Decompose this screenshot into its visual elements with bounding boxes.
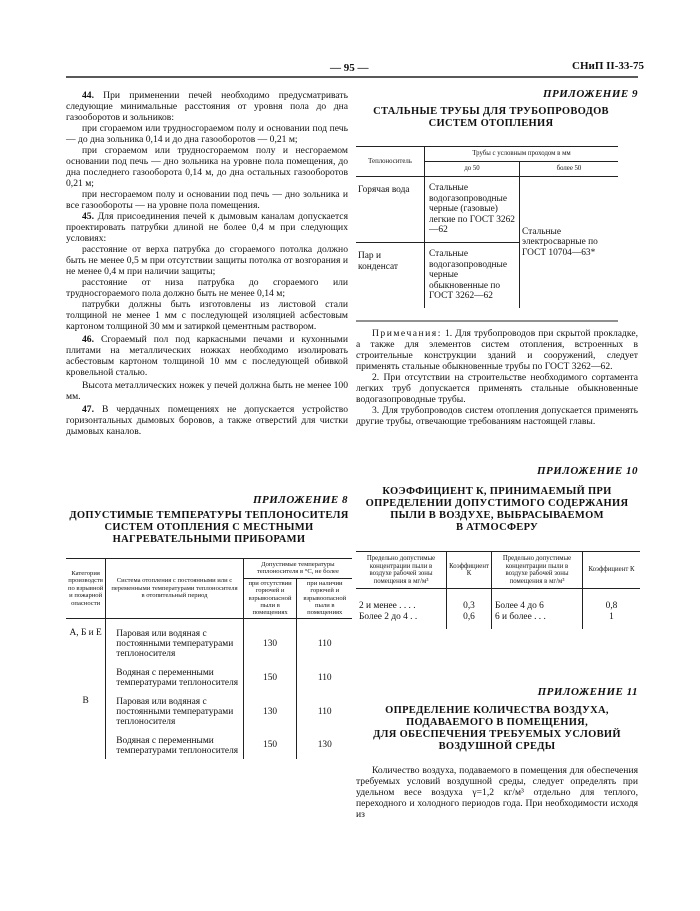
header-pipe-group: Трубы с условным проходом в мм: [425, 147, 619, 162]
category-cell: [66, 662, 106, 694]
carrier-cell: Горячая вода: [356, 177, 425, 243]
system-cell: Паровая или водяная с постоянными температурами теплоносителя: [106, 694, 243, 730]
table-row: [66, 626, 352, 662]
paragraph-45-a: расстояние от верха патрубка до сгораемого потолка должно быть не менее 0,5 м при отсутствии защиты потолка от возгорания и не менее 0,4 м при наличии защиты;: [66, 244, 348, 277]
paragraph-44: 44. При применении печей необходимо предусматривать следующие минимальные расстояния от уровня пола до дна газооборотов и зольников:: [66, 90, 348, 123]
header-temperature-group: Допустимые температуры теплоносителя в °С, не более: [243, 559, 352, 579]
category-cell: [66, 730, 106, 759]
header-over-50: более 50: [520, 162, 619, 177]
appendix-8-label: ПРИЛОЖЕНИЕ 8: [252, 494, 348, 506]
header-concentration-1: Предельно допустимые концентрации пыли в воздухе рабочей зоны помещения в мг/м³: [356, 552, 447, 589]
paragraph-45-b: расстояние от низа патрубка до сгораемого или трудносгораемого пола должно быть не менее 0,14 м;: [66, 277, 348, 299]
note-2: 2. При отсутствии на строительстве необходимого сортамента легких труб допускается применять стальные обыкновенные водогазопроводные трубы.: [356, 372, 638, 405]
paragraph-47: 47. В чердачных помещениях не допускается устройство горизонтальных дымовых боровов, а также отверстий для чистки дымовых каналов.: [66, 404, 348, 437]
appendix-10-title-line4: В АТМОСФЕРУ: [455, 522, 539, 533]
paragraph-44-a: при сгораемом или трудносгораемом полу и основании под печь — до дна зольника 0,14 и до дна газооборотов — 0,21 м;: [66, 123, 348, 145]
temp-with-dust-cell: 110: [317, 639, 332, 650]
appendix-11-title: [356, 705, 638, 753]
header-coefficient-1: Коэффициент К: [447, 552, 492, 589]
table-row: [66, 694, 352, 730]
appendix-9-notes: [356, 328, 638, 427]
paragraph-45: 45. Для присоединения печей к дымовым каналам допускается проектировать патрубки длиной не более 0,4 м при следующих условиях:: [66, 211, 348, 244]
pipe-over-50-cell: Стальные электросварные по ГОСТ 10704—63*: [522, 226, 598, 258]
paragraph-44-c: при несгораемом полу и основании под печь — дно зольника и все газообороты — на уровне пола помещения.: [66, 189, 348, 211]
header-no-dust: при отсутствии горючей и взрывоопасной пыли в помещениях: [243, 578, 297, 618]
concentration-cell: 2 и менее . . . . Более 2 до 4 . .: [356, 589, 447, 629]
note-1: Примечания: 1. Для трубопроводов при скрытой прокладке, а также для элементов систем отопления, встроенных в строительные конструкции зданий и сооружений, следует применять стальные обыкновенные трубы по ГОСТ 3262—62.: [356, 328, 638, 372]
appendix-10-title-line1: КОЭФФИЦИЕНТ К, ПРИНИМАЕМЫЙ ПРИ: [382, 486, 612, 497]
appendix-10-table: [356, 551, 640, 629]
appendix-8-title-line2: СИСТЕМ ОТОПЛЕНИЯ С МЕСТНЫМИ: [104, 522, 314, 533]
appendix-9-title-line1: СТАЛЬНЫЕ ТРУБЫ ДЛЯ ТРУБОПРОВОДОВ: [373, 106, 609, 117]
appendix-11-title-line2: ПОДАВАЕМОГО В ПОМЕЩЕНИЯ,: [406, 717, 588, 728]
header-coefficient-2: Коэффициент К: [583, 552, 641, 589]
system-cell: Водяная с переменными температурами теплоносителя: [106, 730, 243, 759]
temp-with-dust-cell: 110: [317, 673, 332, 684]
temp-no-dust-cell: 130: [243, 626, 297, 662]
header-system: Система отопления с постоянными или с переменными температурами теплоносителя в отопительный период: [106, 559, 243, 619]
paragraph-44-b: при сгораемом или трудносгораемом полу и несгораемом основании под печь — дно зольника на уровне пола помещения, до дна последнего газооборота 0,14 м, до дна остальных газооборотов 0,21 м;: [66, 145, 348, 189]
appendix-8-table: [66, 558, 352, 759]
appendix-11-title-line4: ВОЗДУШНОЙ СРЕДЫ: [438, 741, 556, 752]
appendix-10-title-line3: ПЫЛИ В ВОЗДУХЕ, ВЫБРАСЫВАЕМОМ: [390, 510, 604, 521]
paragraph-46-b: Высота металлических ножек у печей должна быть не менее 100 мм.: [66, 380, 348, 402]
coefficient-cell: 0,3 0,6: [447, 589, 492, 629]
appendix-9-title-line2: СИСТЕМ ОТОПЛЕНИЯ: [428, 118, 554, 129]
category-cell: А, Б и Е: [66, 626, 106, 662]
header-concentration-2: Предельно допустимые концентрации пыли в воздухе рабочей зоны помещения в мг/м³: [492, 552, 583, 589]
temp-no-dust-cell: 150: [243, 730, 297, 759]
table-row: [66, 662, 352, 694]
appendix-8-title-line3: НАГРЕВАТЕЛЬНЫМИ ПРИБОРАМИ: [112, 534, 306, 545]
paragraph-46: 46. Сгораемый пол под каркасными печами и кухонными плитами на металлических ножках необходимо изолировать асбестовым картоном толщиной 10 мм с последующей обивкой кровельной сталью.: [66, 334, 349, 378]
system-cell: Водяная с переменными температурами теплоносителя: [106, 662, 243, 694]
appendix-9-title: [356, 106, 626, 130]
carrier-cell: Пар и конденсат: [356, 242, 425, 307]
header-with-dust: при наличии горючей и взрывоопасной пыли в помещениях: [297, 578, 352, 618]
appendix-9-table: [356, 146, 618, 308]
page-number: — 95 —: [330, 62, 369, 74]
document-code: СНиП II-33-75: [572, 60, 645, 72]
system-cell: Паровая или водяная с постоянными температурами теплоносителя: [106, 626, 243, 662]
header-carrier: Теплоноситель: [356, 147, 425, 177]
temp-no-dust-cell: 130: [243, 694, 297, 730]
appendix-11-title-line1: ОПРЕДЕЛЕНИЕ КОЛИЧЕСТВА ВОЗДУХА,: [385, 705, 609, 716]
appendix-9-label: ПРИЛОЖЕНИЕ 9: [542, 88, 638, 100]
appendix-11-paragraph: Количество воздуха, подаваемого в помещения для обеспечения требуемых условий воздушной среды, следует определять при удельном весе воздуха γ=1,2 кг/м³ отдельно для теплого, переходного и холодного периодов года. При необходимости исходя из: [356, 765, 638, 820]
appendix-10-title: [356, 486, 638, 534]
appendix-8-title: [66, 510, 352, 546]
appendix-11-title-line3: ДЛЯ ОБЕСПЕЧЕНИЯ ТРЕБУЕМЫХ УСЛОВИЙ: [373, 729, 621, 740]
paragraph-45-c: патрубки должны быть изготовлены из листовой стали толщиной не менее 1 мм с последующей изоляцией асбестовым картоном толщиной 30 мм и затиркой цементным раствором.: [66, 299, 348, 332]
header-up-to-50: до 50: [425, 162, 520, 177]
table-row: [356, 589, 640, 629]
concentration-cell: Более 4 до 6 6 и более . . .: [492, 589, 583, 629]
appendix-11-text: [356, 765, 638, 820]
header-rule: [66, 76, 638, 79]
appendix-8-title-line1: ДОПУСТИМЫЕ ТЕМПЕРАТУРЫ ТЕПЛОНОСИТЕЛЯ: [69, 510, 349, 521]
temp-with-dust-cell: 130: [317, 739, 332, 750]
temp-no-dust-cell: 150: [243, 662, 297, 694]
coefficient-cell: 0,8 1: [605, 601, 618, 622]
table-row: [66, 730, 352, 759]
left-column-text: [66, 90, 348, 437]
appendix-10-label: ПРИЛОЖЕНИЕ 10: [536, 465, 638, 477]
category-cell: В: [66, 694, 106, 730]
note-3: 3. Для трубопроводов систем отопления допускается применять другие трубы, отвечающие требованиям настоящей главы.: [356, 405, 638, 427]
header-category: Категория производств по взрывной и пожарной опасности: [66, 559, 106, 619]
appendix-10-title-line2: ОПРЕДЕЛЕНИИ ДОПУСТИМОГО СОДЕРЖАНИЯ: [365, 498, 629, 509]
temp-with-dust-cell: 110: [317, 707, 332, 718]
pipe-up-to-50-cell: Стальные водогазопроводные черные обыкновенные по ГОСТ 3262—62: [425, 242, 520, 307]
table-row: [356, 177, 618, 243]
appendix-9-table-bottom-rule: [356, 320, 618, 323]
pipe-up-to-50-cell: Стальные водогазопроводные черные (газовые) легкие по ГОСТ 3262—62: [425, 177, 520, 243]
appendix-11-label: ПРИЛОЖЕНИЕ 11: [537, 686, 638, 698]
